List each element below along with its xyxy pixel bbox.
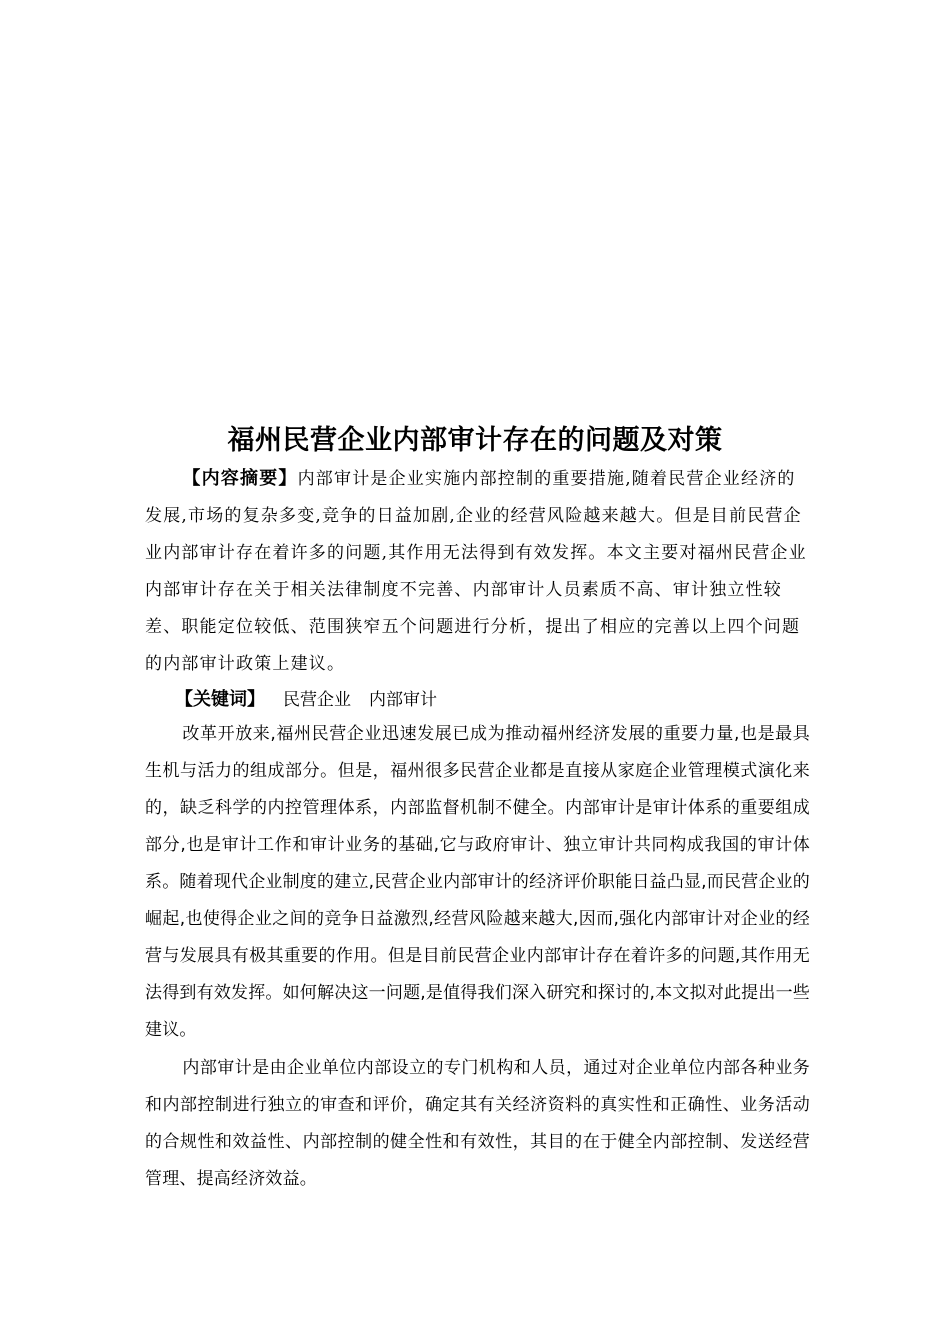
keywords-line: [145, 681, 810, 719]
abstract-label: 【内容摘要】: [182, 468, 298, 489]
document-title: 福州民营企业内部审计存在的问题及对策: [227, 425, 723, 457]
abstract-paragraph: [145, 460, 810, 683]
body-paragraph: 内部审计是由企业单位内部设立的专门机构和人员，通过对企业单位内部各种业务和内部控制进行独立的审查和评价，确定其有关经济资料的真实性和正确性、业务活动的合规性和效益性、内部控制的健全性和有效性，其目的在于健全内部控制、发送经营管理、提高经济效益。: [145, 1058, 810, 1189]
abstract-text: 内部审计是企业实施内部控制的重要措施,随着民营企业经济的发展,市场的复杂多变,竞争的日益加剧,企业的经营风险越来越大。但是目前民营企业内部审计存在着许多的问题,其作用无法得到有效发挥。本文主要对福州民营企业内部审计存在关于相关法律制度不完善、内部审计人员素质不高、审计独立性较差、职能定位较低、范围狭窄五个问题进行分析，提出了相应的完善以上四个问题的内部审计政策上建议。: [145, 469, 807, 674]
body-paragraph: 改革开放来,福州民营企业迅速发展已成为推动福州经济发展的重要力量,也是最具生机与活力的组成部分。但是，福州很多民营企业都是直接从家庭企业管理模式演化来的，缺乏科学的内控管理体系，内部监督机制不健全。内部审计是审计体系的重要组成部分,也是审计工作和审计业务的基础,它与政府审计、独立审计共同构成我国的审计体系。随着现代企业制度的建立,民营企业内部审计的经济评价职能日益凸显,而民营企业的崛起,也使得企业之间的竞争日益激烈,经营风险越来越大,因而,强化内部审计对企业的经营与发展具有极其重要的作用。但是目前民营企业内部审计存在着许多的问题,其作用无法得到有效发挥。如何解决这一问题,是值得我们深入研究和探讨的,本文拟对此提出一些建议。: [145, 724, 810, 1040]
keyword-item: 内部审计: [369, 690, 437, 710]
keywords-label: 【关键词】: [175, 689, 265, 710]
keyword-item: 民营企业: [283, 690, 351, 710]
